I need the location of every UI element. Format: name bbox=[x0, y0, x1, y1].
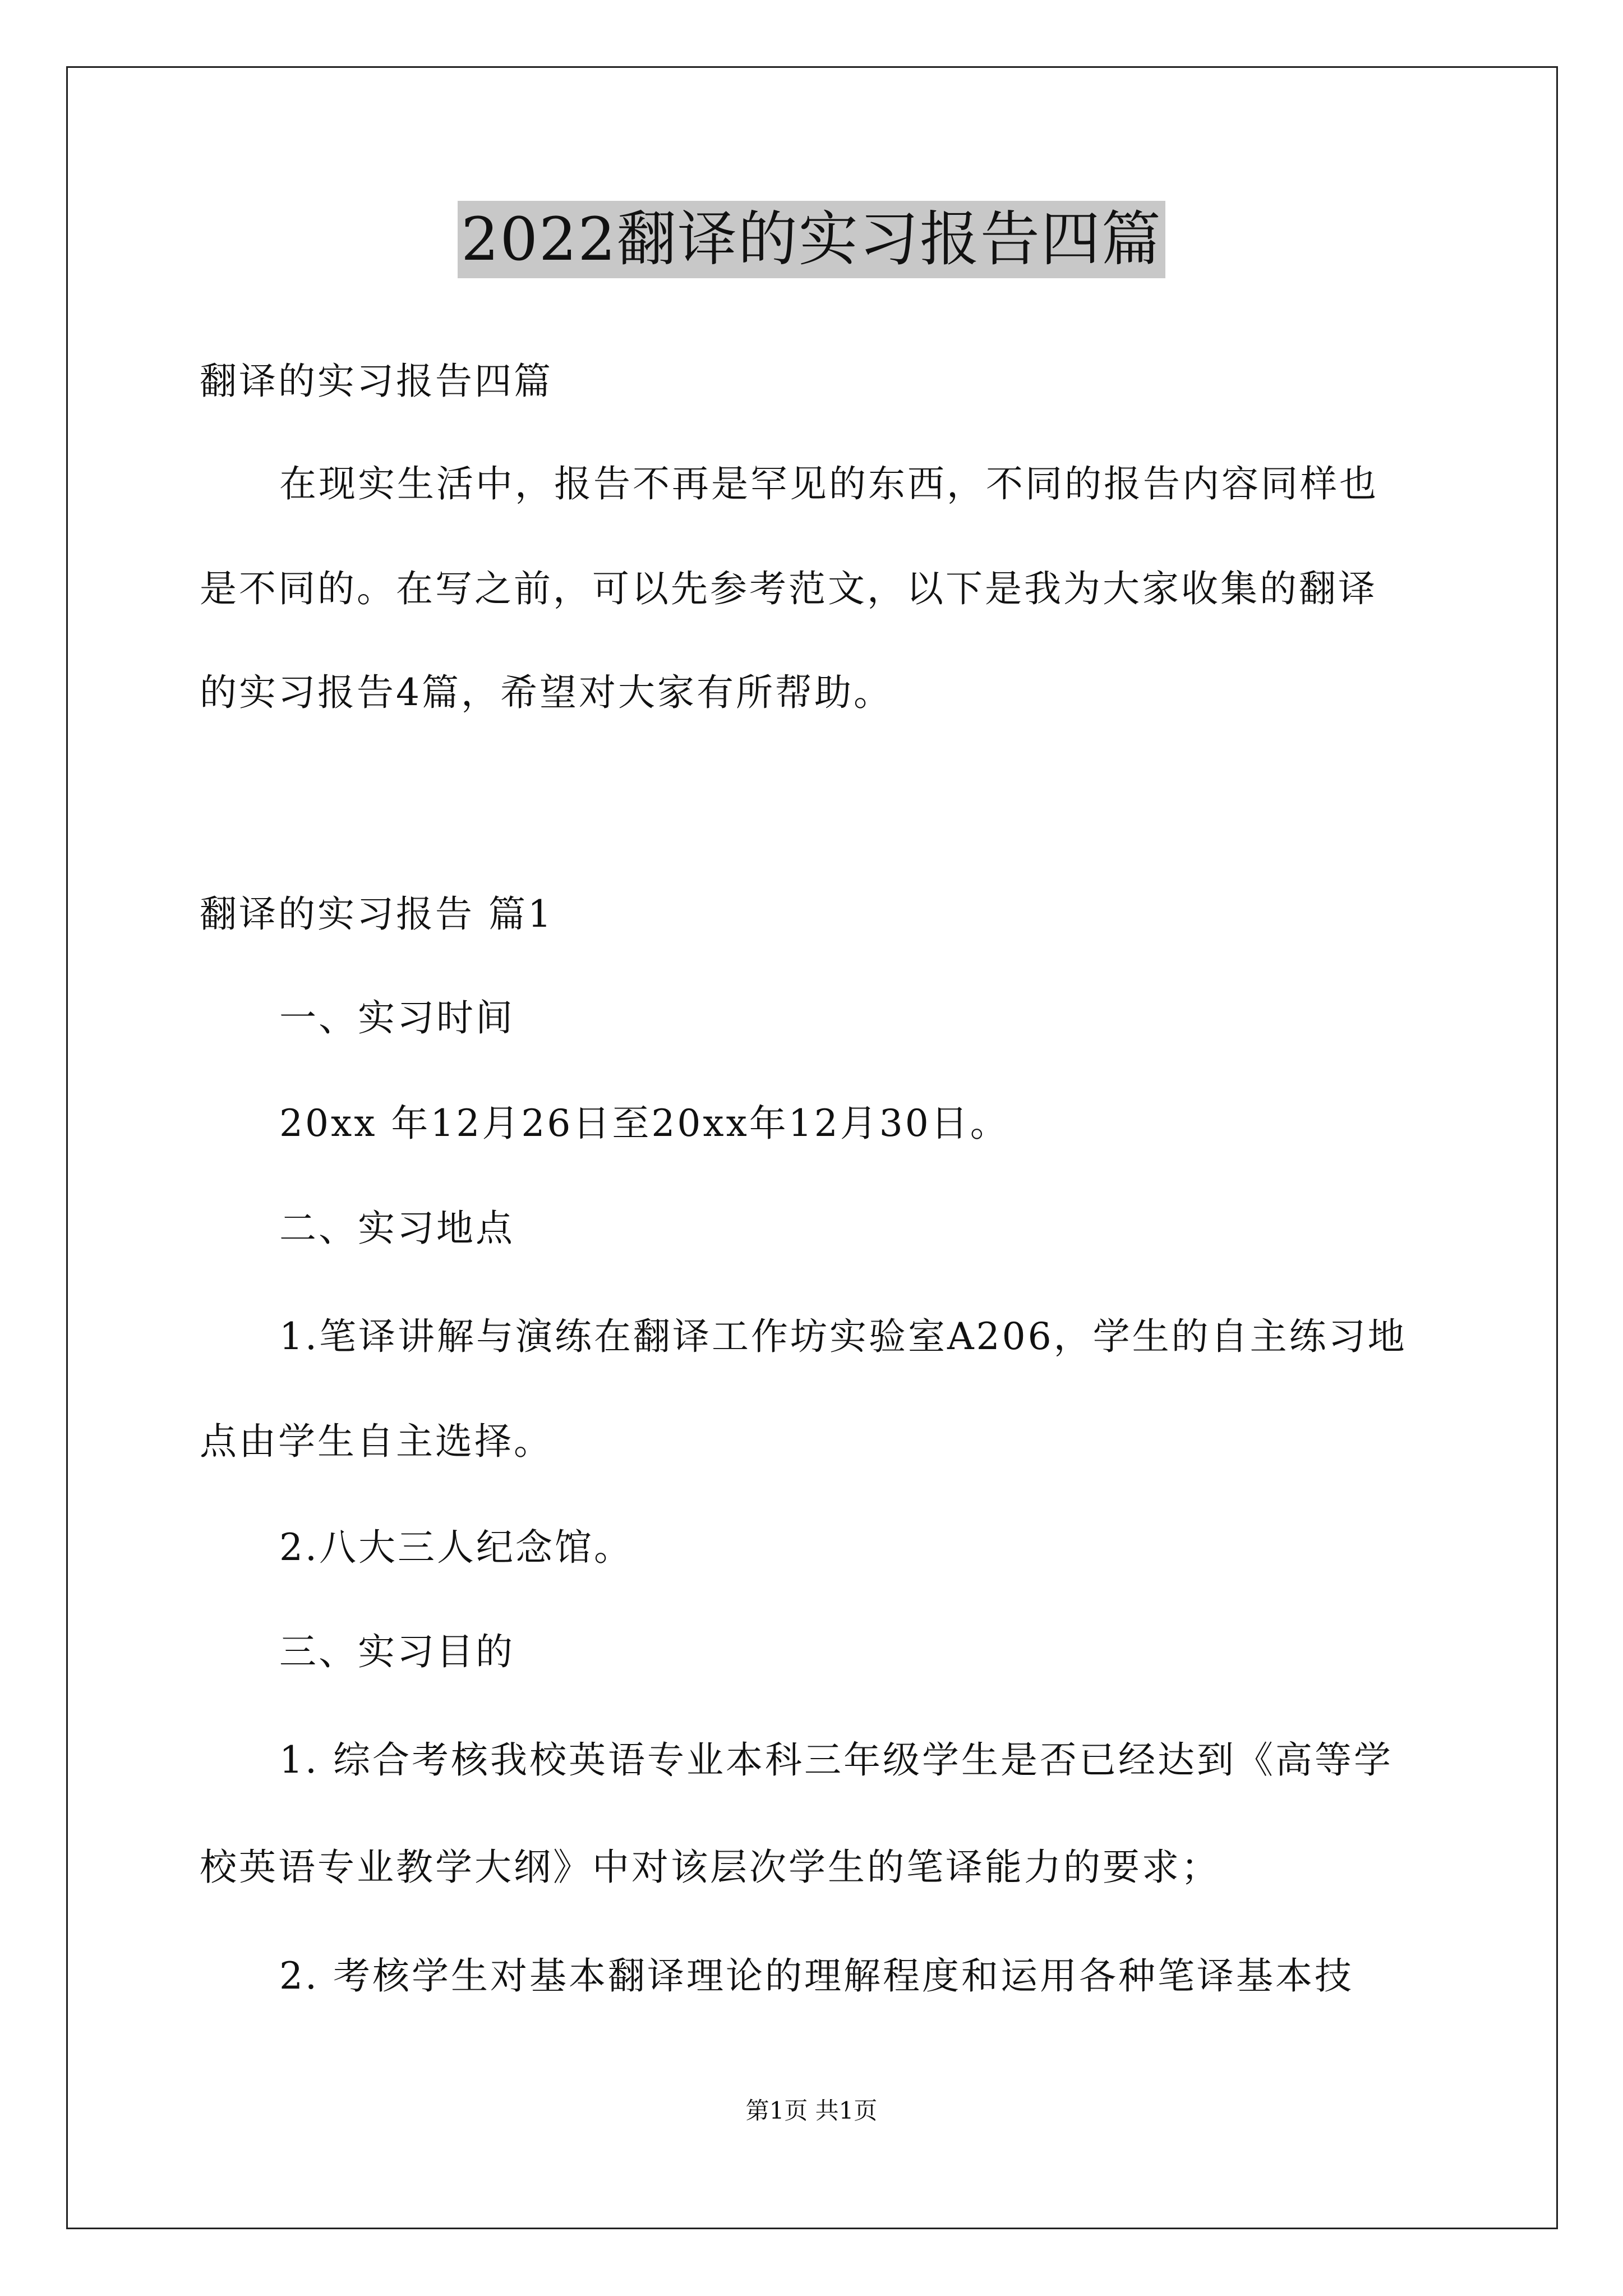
paragraph-line: 2.八大三人纪念馆。 bbox=[279, 1526, 633, 1569]
paragraph-line: 1.笔译讲解与演练在翻译工作坊实验室A206，学生的自主练习地 bbox=[279, 1315, 1407, 1358]
subsection-heading: 三、实习目的 bbox=[279, 1630, 515, 1673]
subsection-heading: 一、实习时间 bbox=[279, 996, 515, 1039]
subtitle-line: 翻译的实习报告四篇 bbox=[200, 360, 553, 403]
paragraph-line: 20xx 年12月26日至20xx年12月30日。 bbox=[279, 1102, 1009, 1145]
paragraph-line: 是不同的。在写之前，可以先参考范文，以下是我为大家收集的翻译 bbox=[200, 567, 1377, 610]
paragraph-line: 2. 考核学生对基本翻译理论的理解程度和运用各种笔译基本技 bbox=[279, 1954, 1354, 1998]
paragraph-line: 1. 综合考核我校英语专业本科三年级学生是否已经达到《高等学 bbox=[279, 1738, 1393, 1782]
subsection-heading: 二、实习地点 bbox=[279, 1207, 515, 1250]
section-heading: 翻译的实习报告 篇1 bbox=[200, 892, 554, 936]
paragraph-line: 的实习报告4篇，希望对大家有所帮助。 bbox=[200, 671, 893, 714]
paragraph-line: 在现实生活中，报告不再是罕见的东西，不同的报告内容同样也 bbox=[279, 462, 1378, 505]
page-footer: 第1页 共1页 bbox=[745, 2097, 878, 2124]
document-title: 2022翻译的实习报告四篇 bbox=[458, 201, 1165, 278]
paragraph-line: 点由学生自主选择。 bbox=[200, 1420, 553, 1463]
title-container bbox=[0, 201, 1623, 278]
paragraph-line: 校英语专业教学大纲》中对该层次学生的笔译能力的要求； bbox=[200, 1846, 1220, 1889]
